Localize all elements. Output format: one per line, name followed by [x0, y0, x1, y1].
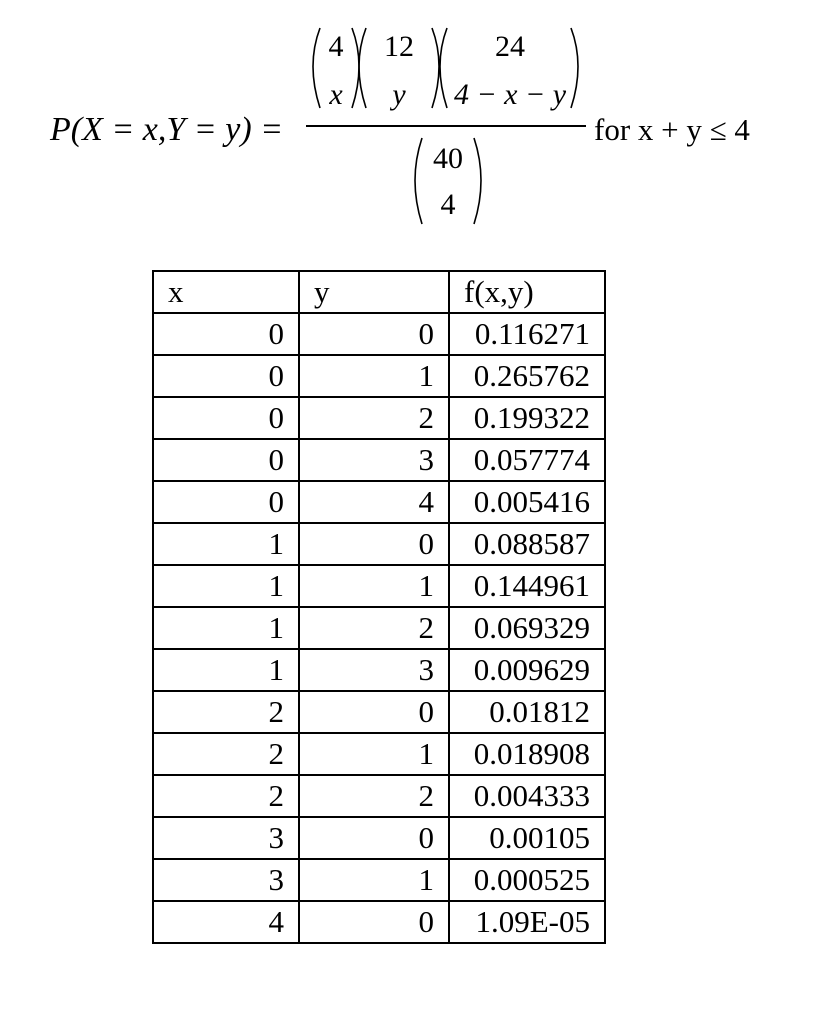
binomial-24-top: 24	[495, 30, 525, 63]
binomial-40-4-top: 40	[433, 142, 463, 175]
table-row	[153, 649, 605, 691]
cell-y: 0	[299, 313, 449, 355]
table-row	[153, 523, 605, 565]
cell-x: 4	[153, 901, 299, 943]
cell-x: 0	[153, 313, 299, 355]
cell-x: 2	[153, 733, 299, 775]
cell-fxy: 0.199322	[449, 397, 605, 439]
cell-y: 1	[299, 733, 449, 775]
header-fxy: f(x,y)	[449, 271, 605, 313]
cell-y: 3	[299, 649, 449, 691]
formula-condition: for x + y ≤ 4	[594, 112, 750, 147]
cell-fxy: 0.144961	[449, 565, 605, 607]
pmf-formula	[0, 0, 840, 240]
cell-y: 0	[299, 523, 449, 565]
table-row	[153, 355, 605, 397]
cell-x: 0	[153, 439, 299, 481]
binomial-4-x-bottom: x	[329, 78, 343, 111]
cell-x: 2	[153, 691, 299, 733]
cell-x: 0	[153, 481, 299, 523]
cell-y: 2	[299, 607, 449, 649]
cell-fxy: 0.018908	[449, 733, 605, 775]
cell-fxy: 0.004333	[449, 775, 605, 817]
cell-fxy: 0.265762	[449, 355, 605, 397]
table-row	[153, 565, 605, 607]
cell-fxy: 0.069329	[449, 607, 605, 649]
cell-fxy: 0.000525	[449, 859, 605, 901]
binomial-4-x-top: 4	[328, 30, 344, 63]
cell-y: 1	[299, 859, 449, 901]
cell-x: 1	[153, 523, 299, 565]
pmf-table	[152, 270, 606, 944]
table-row	[153, 733, 605, 775]
cell-fxy: 0.009629	[449, 649, 605, 691]
table-row	[153, 439, 605, 481]
header-x: x	[153, 271, 299, 313]
cell-fxy: 0.057774	[449, 439, 605, 481]
table-row	[153, 901, 605, 943]
cell-x: 2	[153, 775, 299, 817]
cell-x: 1	[153, 565, 299, 607]
cell-y: 2	[299, 397, 449, 439]
table-row	[153, 607, 605, 649]
cell-fxy: 0.005416	[449, 481, 605, 523]
cell-y: 0	[299, 901, 449, 943]
table-header-row	[153, 271, 605, 313]
cell-x: 1	[153, 649, 299, 691]
binomial-24-bottom: 4 − x − y	[453, 78, 567, 111]
cell-y: 0	[299, 691, 449, 733]
cell-fxy: 0.00105	[449, 817, 605, 859]
cell-x: 0	[153, 355, 299, 397]
cell-fxy: 0.01812	[449, 691, 605, 733]
cell-x: 0	[153, 397, 299, 439]
cell-fxy: 0.088587	[449, 523, 605, 565]
table-row	[153, 691, 605, 733]
cell-x: 1	[153, 607, 299, 649]
cell-y: 3	[299, 439, 449, 481]
cell-fxy: 0.116271	[449, 313, 605, 355]
cell-fxy: 1.09E-05	[449, 901, 605, 943]
table-row	[153, 481, 605, 523]
formula-lhs: P(X = x,Y = y) =	[50, 111, 284, 148]
table-row	[153, 817, 605, 859]
cell-x: 3	[153, 817, 299, 859]
cell-x: 3	[153, 859, 299, 901]
header-y: y	[299, 271, 449, 313]
cell-y: 4	[299, 481, 449, 523]
table-row	[153, 775, 605, 817]
table-row	[153, 859, 605, 901]
table-row	[153, 313, 605, 355]
cell-y: 0	[299, 817, 449, 859]
cell-y: 2	[299, 775, 449, 817]
cell-y: 1	[299, 355, 449, 397]
table-row	[153, 397, 605, 439]
binomial-40-4-bottom: 4	[440, 188, 456, 221]
binomial-12-y-bottom: y	[392, 78, 406, 111]
cell-y: 1	[299, 565, 449, 607]
binomial-12-y-top: 12	[384, 30, 414, 63]
